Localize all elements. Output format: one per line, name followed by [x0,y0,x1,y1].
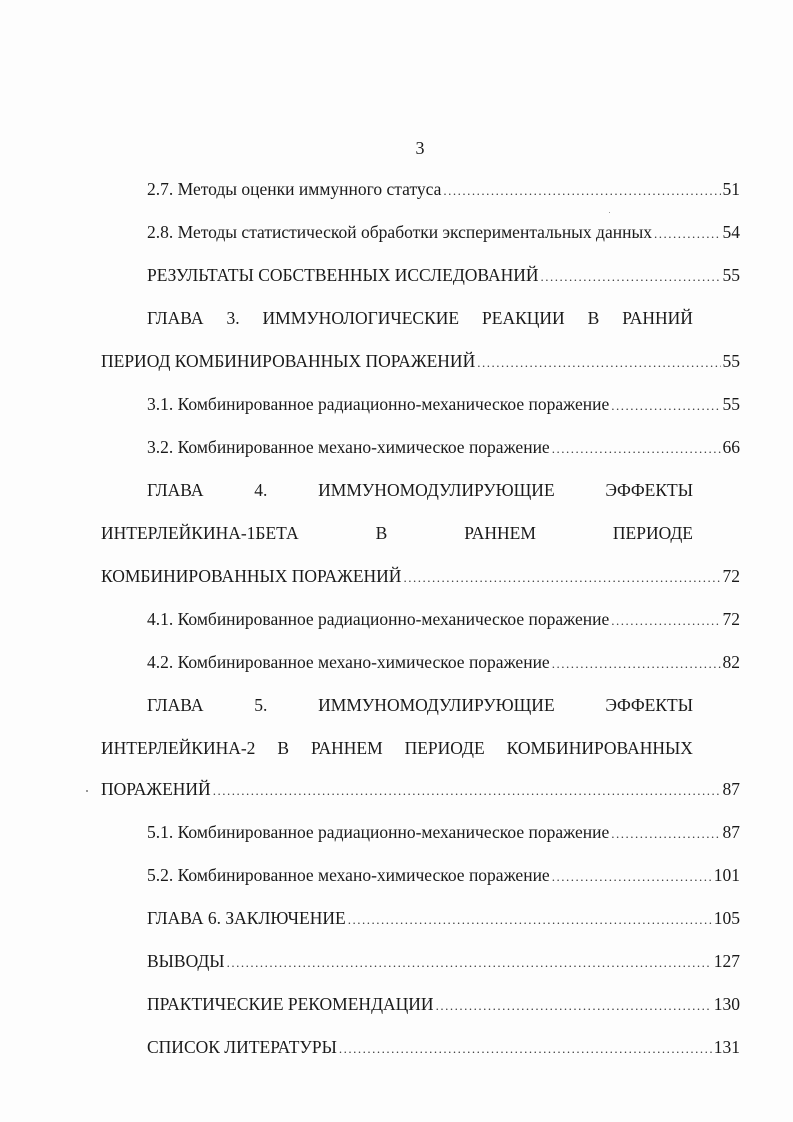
heading-word: 5. [254,695,268,715]
toc-entry-page: 87 [722,822,740,842]
toc-entry[interactable] [147,393,740,417]
heading-word: ГЛАВА [147,308,204,328]
toc-entry-page: 105 [713,908,740,928]
toc-entry-title: ВЫВОДЫ [147,951,225,971]
toc-entry[interactable] [147,821,740,845]
leader-dots [213,780,721,802]
toc-entry-page: 55 [722,394,740,414]
leader-dots [552,653,721,675]
toc-entry[interactable] [147,264,740,288]
heading-word: ИНТЕРЛЕЙКИНА-2 [101,738,256,758]
leader-dots [477,352,720,374]
heading-word: В [587,308,600,328]
toc-entry-title: 2.8. Методы статистической обработки экспериментальных данных [147,222,652,242]
page-number: 3 [415,138,425,158]
scan-speck [609,212,610,213]
heading-word: В [375,523,388,543]
leader-dots [339,1038,712,1060]
toc-entry-title: ПЕРИОД КОМБИНИРОВАННЫХ ПОРАЖЕНИЙ [101,351,476,371]
leader-dots [611,610,720,632]
toc-entry-page: 127 [713,951,740,971]
heading-word: ЭФФЕКТЫ [605,480,693,500]
leader-dots [611,823,720,845]
toc-entry-title: 4.1. Комбинированное радиационно-механическое поражение [147,609,610,629]
heading-word: 4. [254,480,268,500]
heading-word: ИММУНОЛОГИЧЕСКИЕ [262,308,460,328]
toc-chapter-heading-line[interactable] [101,737,693,759]
heading-word: ИММУНОМОДУЛИРУЮЩИЕ [318,480,555,500]
toc-entry-page: 66 [722,437,740,457]
leader-dots [227,952,712,974]
toc-entry-page: 55 [722,351,740,371]
toc-entry-title: ГЛАВА 6. ЗАКЛЮЧЕНИЕ [147,908,346,928]
toc-entry-title: ПОРАЖЕНИЙ [101,779,211,799]
toc-entry-page: 130 [713,994,740,1014]
toc-entry-page: 54 [722,222,740,242]
toc-entry-page: 101 [713,865,740,885]
leader-dots [552,438,721,460]
toc-entry[interactable] [101,778,740,802]
toc-entry-title: 3.2. Комбинированное механо-химическое поражение [147,437,550,457]
scan-speck [86,790,88,792]
toc-entry-title: 3.1. Комбинированное радиационно-механическое поражение [147,394,610,414]
heading-word: ПЕРИОДЕ [612,523,693,543]
toc-entry[interactable] [147,950,740,974]
toc-entry[interactable] [147,993,740,1017]
toc-entry[interactable] [147,907,740,931]
heading-word: РАННИЙ [622,308,693,328]
leader-dots [552,866,712,888]
leader-dots [611,395,720,417]
toc-entry-title: 2.7. Методы оценки иммунного статуса [147,179,442,199]
toc-entry[interactable] [147,221,740,245]
toc-entry-page: 72 [722,566,740,586]
toc-entry-page: 51 [722,179,740,199]
heading-word: РЕАКЦИИ [482,308,565,328]
heading-word: РАННЕМ [310,738,383,758]
toc-entry[interactable] [147,1036,740,1060]
heading-word: ПЕРИОДЕ [404,738,485,758]
toc-entry[interactable] [101,350,740,374]
toc-entry[interactable] [147,864,740,888]
toc-entry-page: 131 [713,1037,740,1057]
heading-word: 3. [226,308,240,328]
leader-dots [436,995,712,1017]
heading-word: ЭФФЕКТЫ [605,695,693,715]
toc-entry-page: 72 [722,609,740,629]
toc-entry-title: 4.2. Комбинированное механо-химическое поражение [147,652,550,672]
toc-entry-page: 82 [722,652,740,672]
leader-dots [443,180,720,202]
toc-entry-title: 5.1. Комбинированное радиационно-механическое поражение [147,822,610,842]
heading-word: ИНТЕРЛЕЙКИНА-1БЕТА [101,523,299,543]
toc-chapter-heading-line[interactable] [101,522,693,544]
leader-dots [654,223,721,245]
toc-entry-title: ПРАКТИЧЕСКИЕ РЕКОМЕНДАЦИИ [147,994,434,1014]
toc-entry-title: РЕЗУЛЬТАТЫ СОБСТВЕННЫХ ИССЛЕДОВАНИЙ [147,265,539,285]
toc-entry[interactable] [147,608,740,632]
leader-dots [541,266,721,288]
toc-chapter-heading-line[interactable] [147,479,693,501]
heading-word: КОМБИНИРОВАННЫХ [506,738,693,758]
leader-dots [348,909,712,931]
leader-dots [403,567,720,589]
heading-word: В [277,738,290,758]
toc-entry-page: 87 [722,779,740,799]
toc-chapter-heading-line[interactable] [147,307,693,329]
heading-word: ГЛАВА [147,480,204,500]
toc-entry[interactable] [147,178,740,202]
toc-entry[interactable] [147,651,740,675]
toc-entry-title: СПИСОК ЛИТЕРАТУРЫ [147,1037,337,1057]
toc-entry-page: 55 [722,265,740,285]
toc-entry-title: 5.2. Комбинированное механо-химическое поражение [147,865,550,885]
heading-word: РАННЕМ [464,523,536,543]
toc-entry[interactable] [147,436,740,460]
toc-entry-title: КОМБИНИРОВАННЫХ ПОРАЖЕНИЙ [101,566,402,586]
heading-word: ИММУНОМОДУЛИРУЮЩИЕ [318,695,555,715]
toc-chapter-heading-line[interactable] [147,694,693,716]
heading-word: ГЛАВА [147,695,204,715]
toc-entry[interactable] [101,565,740,589]
